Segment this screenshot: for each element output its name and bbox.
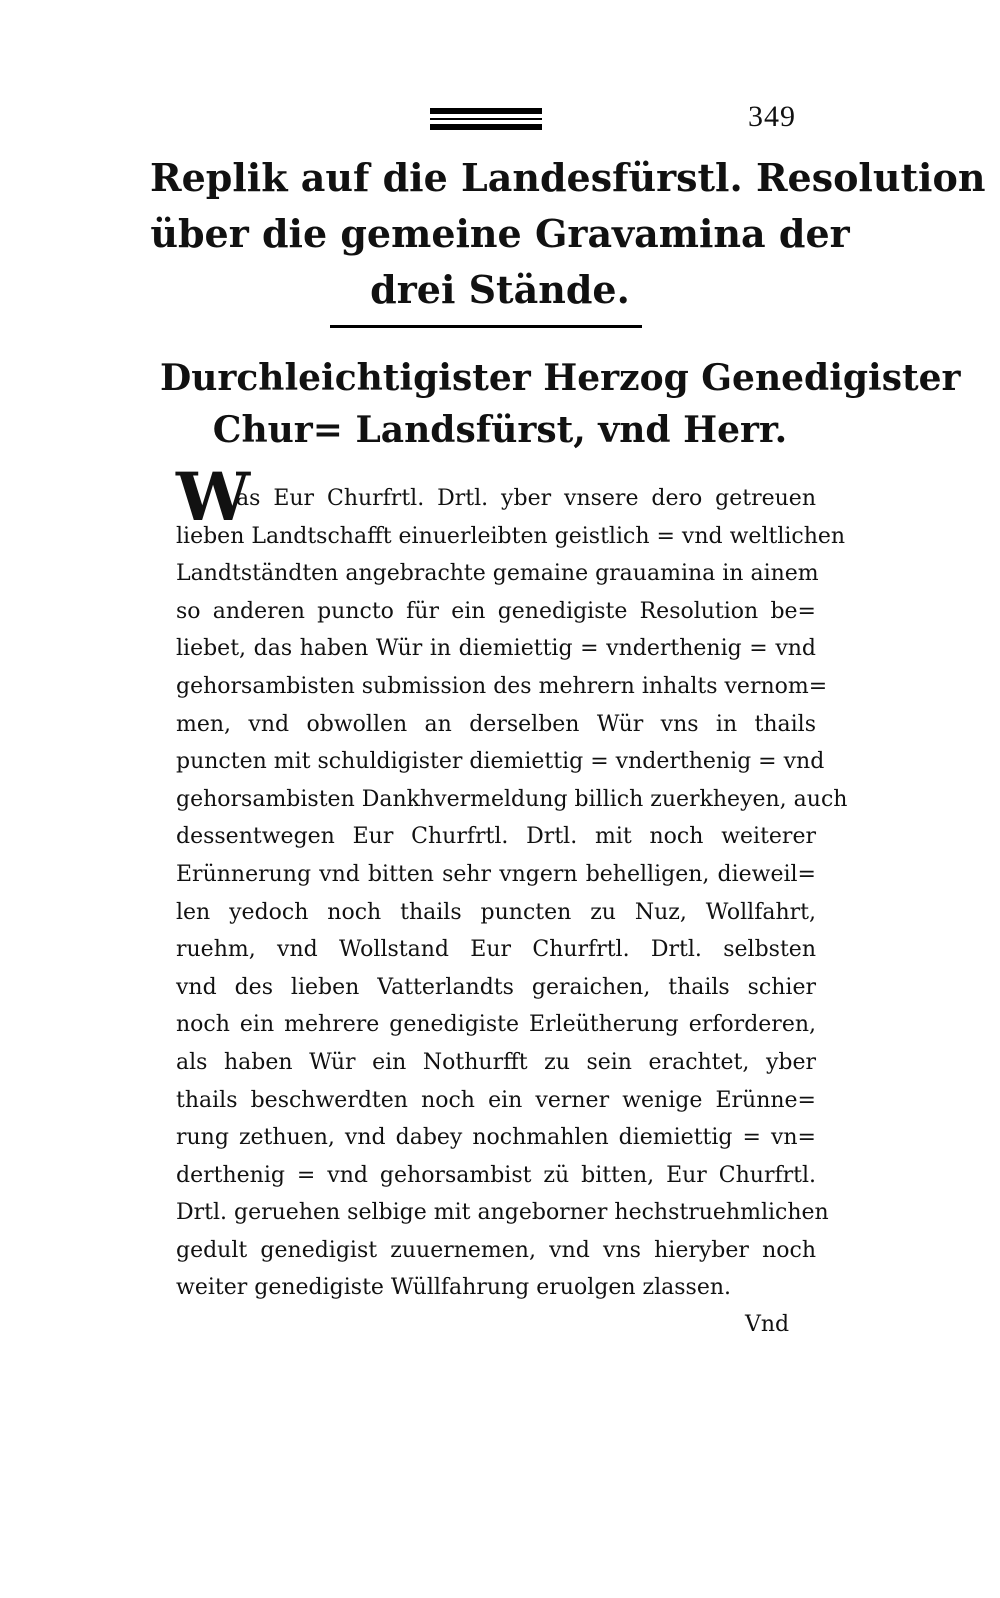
- catchword: Vnd: [745, 1312, 790, 1337]
- divider-rule: [330, 325, 642, 328]
- body-line: Drtl. geruehen selbige mit angeborner hechstruehmlichen: [176, 1200, 829, 1226]
- body-line: Landtständten angebrachte gemaine grauamina in ainem: [176, 561, 819, 587]
- body-line: Erünnerung vnd bitten sehr vngern behelligen, dieweil=: [176, 861, 816, 887]
- body-line: dessentwegen Eur Churfrtl. Drtl. mit noch weiterer: [176, 824, 816, 850]
- body-line: weiter genedigiste Wüllfahrung eruolgen zlassen.: [176, 1275, 732, 1301]
- body-line: gehorsambisten Dankhvermeldung billich zuerkheyen, auch: [176, 786, 848, 812]
- salutation-heading: [160, 352, 961, 456]
- body-first-line: as Eur Churfrtl. Drtl. yber vnsere dero getreuen: [236, 486, 816, 511]
- page-number: 349: [748, 100, 796, 133]
- body-line: noch ein mehrere genedigiste Erleütherung erforderen,: [176, 1012, 816, 1038]
- body-line: derthenig = vnd gehorsambist zü bitten, Eur Churfrtl.: [176, 1162, 816, 1188]
- body-line: so anderen puncto für ein genedigiste Resolution be=: [176, 598, 816, 624]
- header-ornament-rule: [430, 108, 542, 130]
- body-paragraph: [176, 480, 848, 1307]
- salutation-line: Durchleichtigister Herzog Genedigister: [160, 357, 961, 399]
- body-line: thails beschwerdten noch ein verner wenige Erünne=: [176, 1087, 816, 1113]
- title-line: drei Stände.: [370, 267, 630, 312]
- salutation-line: Chur= Landsfürst, vnd Herr.: [212, 409, 788, 451]
- body-line: lieben Landtschafft einuerleibten geistlich = vnd weltlichen: [176, 523, 846, 549]
- body-line: gehorsambisten submission des mehrern inhalts vernom=: [176, 673, 828, 699]
- body-line: len yedoch noch thails puncten zu Nuz, Wollfahrt,: [176, 899, 816, 925]
- body-line: vnd des lieben Vatterlandts geraichen, thails schier: [176, 974, 816, 1000]
- body-line: als haben Wür ein Nothurfft zu sein erachtet, yber: [176, 1049, 816, 1075]
- body-line: ruehm, vnd Wollstand Eur Churfrtl. Drtl. selbsten: [176, 937, 816, 963]
- body-line: men, vnd obwollen an derselben Wür vns in thails: [176, 711, 816, 737]
- body-line: puncten mit schuldigister diemiettig = vnderthenig = vnd: [176, 749, 825, 775]
- section-title: [150, 150, 986, 318]
- body-line: gedult genedigist zuuernemen, vnd vns hieryber noch: [176, 1237, 816, 1263]
- body-line: rung zethuen, vnd dabey nochmahlen diemiettig = vn=: [176, 1125, 816, 1151]
- title-line: Replik auf die Landesfürstl. Resolution: [150, 155, 986, 200]
- drop-cap-initial: W: [176, 458, 251, 536]
- body-line: liebet, das haben Wür in diemiettig = vnderthenig = vnd: [176, 636, 816, 662]
- title-line: über die gemeine Gravamina der: [150, 211, 850, 256]
